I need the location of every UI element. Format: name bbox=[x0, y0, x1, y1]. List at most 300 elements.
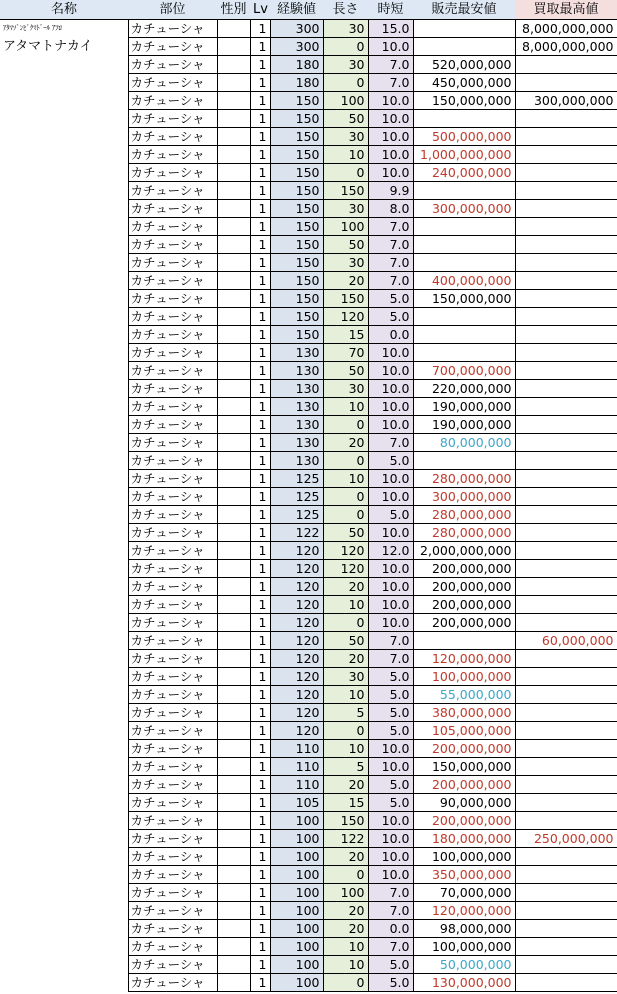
time-cell: 10.0 bbox=[368, 829, 413, 847]
item-name-cell bbox=[0, 325, 128, 343]
length-cell: 120 bbox=[323, 307, 368, 325]
gender-cell bbox=[217, 253, 250, 271]
lv-cell: 1 bbox=[250, 721, 270, 739]
part-cell: カチューシャ bbox=[128, 325, 217, 343]
time-cell: 10.0 bbox=[368, 559, 413, 577]
table-row bbox=[0, 469, 617, 487]
part-cell: カチューシャ bbox=[128, 811, 217, 829]
table-row bbox=[0, 613, 617, 631]
exp-cell: 100 bbox=[270, 901, 323, 919]
lv-cell: 1 bbox=[250, 469, 270, 487]
item-name-cell bbox=[0, 955, 128, 973]
sell-price-cell: 380,000,000 bbox=[413, 703, 515, 721]
length-cell: 0 bbox=[323, 865, 368, 883]
item-name-cell bbox=[0, 919, 128, 937]
item-name-cell bbox=[0, 811, 128, 829]
sell-price-cell: 105,000,000 bbox=[413, 721, 515, 739]
buy-price-cell bbox=[515, 253, 617, 271]
sell-price-cell bbox=[413, 307, 515, 325]
buy-price-cell bbox=[515, 901, 617, 919]
sell-price-cell: 200,000,000 bbox=[413, 811, 515, 829]
time-cell: 5.0 bbox=[368, 307, 413, 325]
item-name-cell bbox=[0, 847, 128, 865]
sell-price-cell bbox=[413, 181, 515, 199]
table-row bbox=[0, 19, 617, 37]
header-exp: 経験値 bbox=[270, 0, 323, 19]
item-name-cell bbox=[0, 307, 128, 325]
exp-cell: 150 bbox=[270, 271, 323, 289]
gender-cell bbox=[217, 577, 250, 595]
lv-cell: 1 bbox=[250, 253, 270, 271]
table-row bbox=[0, 757, 617, 775]
lv-cell: 1 bbox=[250, 505, 270, 523]
exp-cell: 100 bbox=[270, 811, 323, 829]
header-row bbox=[0, 0, 617, 19]
time-cell: 7.0 bbox=[368, 73, 413, 91]
exp-cell: 120 bbox=[270, 541, 323, 559]
length-cell: 150 bbox=[323, 289, 368, 307]
item-name-cell bbox=[0, 433, 128, 451]
time-cell: 8.0 bbox=[368, 199, 413, 217]
sell-price-cell: 300,000,000 bbox=[413, 199, 515, 217]
sell-price-cell: 150,000,000 bbox=[413, 289, 515, 307]
sell-price-cell: 200,000,000 bbox=[413, 595, 515, 613]
buy-price-cell bbox=[515, 397, 617, 415]
time-cell: 7.0 bbox=[368, 937, 413, 955]
part-cell: カチューシャ bbox=[128, 721, 217, 739]
length-cell: 10 bbox=[323, 469, 368, 487]
lv-cell: 1 bbox=[250, 55, 270, 73]
part-cell: カチューシャ bbox=[128, 271, 217, 289]
exp-cell: 125 bbox=[270, 469, 323, 487]
item-name-cell bbox=[0, 469, 128, 487]
time-cell: 15.0 bbox=[368, 19, 413, 37]
lv-cell: 1 bbox=[250, 217, 270, 235]
part-cell: カチューシャ bbox=[128, 343, 217, 361]
length-cell: 20 bbox=[323, 433, 368, 451]
gender-cell bbox=[217, 289, 250, 307]
item-name-cell bbox=[0, 199, 128, 217]
time-cell: 5.0 bbox=[368, 685, 413, 703]
header-name: 名称 bbox=[0, 0, 128, 19]
exp-cell: 100 bbox=[270, 973, 323, 991]
part-cell: カチューシャ bbox=[128, 523, 217, 541]
time-cell: 10.0 bbox=[368, 487, 413, 505]
buy-price-cell: 8,000,000,000 bbox=[515, 19, 617, 37]
gender-cell bbox=[217, 163, 250, 181]
part-cell: カチューシャ bbox=[128, 901, 217, 919]
item-name-cell bbox=[0, 685, 128, 703]
gender-cell bbox=[217, 721, 250, 739]
gender-cell bbox=[217, 271, 250, 289]
sell-price-cell: 520,000,000 bbox=[413, 55, 515, 73]
length-cell: 10 bbox=[323, 145, 368, 163]
length-cell: 30 bbox=[323, 667, 368, 685]
lv-cell: 1 bbox=[250, 649, 270, 667]
lv-cell: 1 bbox=[250, 847, 270, 865]
sell-price-cell: 700,000,000 bbox=[413, 361, 515, 379]
lv-cell: 1 bbox=[250, 415, 270, 433]
item-name-cell bbox=[0, 217, 128, 235]
sell-price-cell: 280,000,000 bbox=[413, 469, 515, 487]
exp-cell: 105 bbox=[270, 793, 323, 811]
lv-cell: 1 bbox=[250, 685, 270, 703]
part-cell: カチューシャ bbox=[128, 595, 217, 613]
length-cell: 50 bbox=[323, 361, 368, 379]
length-cell: 50 bbox=[323, 235, 368, 253]
buy-price-cell bbox=[515, 739, 617, 757]
part-cell: カチューシャ bbox=[128, 91, 217, 109]
buy-price-cell bbox=[515, 955, 617, 973]
time-cell: 10.0 bbox=[368, 127, 413, 145]
gender-cell bbox=[217, 307, 250, 325]
lv-cell: 1 bbox=[250, 631, 270, 649]
sell-price-cell: 70,000,000 bbox=[413, 883, 515, 901]
time-cell: 5.0 bbox=[368, 505, 413, 523]
gender-cell bbox=[217, 415, 250, 433]
length-cell: 10 bbox=[323, 937, 368, 955]
exp-cell: 100 bbox=[270, 847, 323, 865]
table-row bbox=[0, 973, 617, 991]
buy-price-cell: 8,000,000,000 bbox=[515, 37, 617, 55]
gender-cell bbox=[217, 145, 250, 163]
length-cell: 20 bbox=[323, 901, 368, 919]
table-row bbox=[0, 451, 617, 469]
table-row bbox=[0, 91, 617, 109]
item-name-cell bbox=[0, 271, 128, 289]
part-cell: カチューシャ bbox=[128, 703, 217, 721]
exp-cell: 150 bbox=[270, 217, 323, 235]
buy-price-cell bbox=[515, 217, 617, 235]
sell-price-cell bbox=[413, 109, 515, 127]
lv-cell: 1 bbox=[250, 919, 270, 937]
time-cell: 10.0 bbox=[368, 865, 413, 883]
length-cell: 20 bbox=[323, 775, 368, 793]
time-cell: 7.0 bbox=[368, 235, 413, 253]
table-row bbox=[0, 721, 617, 739]
time-cell: 5.0 bbox=[368, 793, 413, 811]
sell-price-cell: 280,000,000 bbox=[413, 505, 515, 523]
exp-cell: 150 bbox=[270, 307, 323, 325]
time-cell: 5.0 bbox=[368, 289, 413, 307]
buy-price-cell bbox=[515, 559, 617, 577]
length-cell: 50 bbox=[323, 523, 368, 541]
time-cell: 0.0 bbox=[368, 325, 413, 343]
item-name-cell bbox=[0, 415, 128, 433]
sell-price-cell: 80,000,000 bbox=[413, 433, 515, 451]
time-cell: 10.0 bbox=[368, 847, 413, 865]
gender-cell bbox=[217, 127, 250, 145]
item-name-cell bbox=[0, 109, 128, 127]
table-row bbox=[0, 865, 617, 883]
table-row bbox=[0, 127, 617, 145]
exp-cell: 150 bbox=[270, 181, 323, 199]
time-cell: 7.0 bbox=[368, 253, 413, 271]
exp-cell: 150 bbox=[270, 127, 323, 145]
time-cell: 7.0 bbox=[368, 631, 413, 649]
sell-price-cell: 500,000,000 bbox=[413, 127, 515, 145]
time-cell: 5.0 bbox=[368, 667, 413, 685]
item-name-cell bbox=[0, 343, 128, 361]
lv-cell: 1 bbox=[250, 829, 270, 847]
item-name-cell bbox=[0, 775, 128, 793]
gender-cell bbox=[217, 775, 250, 793]
buy-price-cell: 250,000,000 bbox=[515, 829, 617, 847]
length-cell: 30 bbox=[323, 19, 368, 37]
exp-cell: 150 bbox=[270, 199, 323, 217]
table-row bbox=[0, 559, 617, 577]
part-cell: カチューシャ bbox=[128, 433, 217, 451]
time-cell: 10.0 bbox=[368, 37, 413, 55]
gender-cell bbox=[217, 739, 250, 757]
part-cell: カチューシャ bbox=[128, 469, 217, 487]
exp-cell: 100 bbox=[270, 865, 323, 883]
part-cell: カチューシャ bbox=[128, 451, 217, 469]
buy-price-cell bbox=[515, 451, 617, 469]
length-cell: 5 bbox=[323, 703, 368, 721]
table-row bbox=[0, 361, 617, 379]
table-row bbox=[0, 739, 617, 757]
buy-price-cell bbox=[515, 55, 617, 73]
sell-price-cell: 100,000,000 bbox=[413, 847, 515, 865]
item-name-cell bbox=[0, 181, 128, 199]
exp-cell: 100 bbox=[270, 919, 323, 937]
table-row bbox=[0, 343, 617, 361]
sell-price-cell: 200,000,000 bbox=[413, 559, 515, 577]
gender-cell bbox=[217, 973, 250, 991]
time-cell: 10.0 bbox=[368, 469, 413, 487]
item-name-cell bbox=[0, 865, 128, 883]
exp-cell: 100 bbox=[270, 955, 323, 973]
buy-price-cell: 300,000,000 bbox=[515, 91, 617, 109]
gender-cell bbox=[217, 235, 250, 253]
part-cell: カチューシャ bbox=[128, 541, 217, 559]
item-name-cell bbox=[0, 523, 128, 541]
part-cell: カチューシャ bbox=[128, 667, 217, 685]
lv-cell: 1 bbox=[250, 163, 270, 181]
item-name-cell bbox=[0, 703, 128, 721]
exp-cell: 130 bbox=[270, 343, 323, 361]
lv-cell: 1 bbox=[250, 775, 270, 793]
lv-cell: 1 bbox=[250, 343, 270, 361]
sell-price-cell: 120,000,000 bbox=[413, 901, 515, 919]
buy-price-cell bbox=[515, 127, 617, 145]
gender-cell bbox=[217, 325, 250, 343]
buy-price-cell bbox=[515, 181, 617, 199]
lv-cell: 1 bbox=[250, 451, 270, 469]
part-cell: カチューシャ bbox=[128, 415, 217, 433]
gender-cell bbox=[217, 649, 250, 667]
part-cell: カチューシャ bbox=[128, 955, 217, 973]
exp-cell: 150 bbox=[270, 109, 323, 127]
lv-cell: 1 bbox=[250, 973, 270, 991]
item-name-cell bbox=[0, 613, 128, 631]
sell-price-cell: 300,000,000 bbox=[413, 487, 515, 505]
item-name-cell bbox=[0, 289, 128, 307]
time-cell: 7.0 bbox=[368, 217, 413, 235]
part-cell: カチューシャ bbox=[128, 631, 217, 649]
table-row bbox=[0, 235, 617, 253]
lv-cell: 1 bbox=[250, 937, 270, 955]
table-row bbox=[0, 163, 617, 181]
lv-cell: 1 bbox=[250, 559, 270, 577]
table-body bbox=[0, 19, 617, 991]
gender-cell bbox=[217, 847, 250, 865]
part-cell: カチューシャ bbox=[128, 649, 217, 667]
sell-price-cell: 98,000,000 bbox=[413, 919, 515, 937]
lv-cell: 1 bbox=[250, 757, 270, 775]
item-name-cell bbox=[0, 55, 128, 73]
buy-price-cell: 60,000,000 bbox=[515, 631, 617, 649]
lv-cell: 1 bbox=[250, 433, 270, 451]
buy-price-cell bbox=[515, 433, 617, 451]
time-cell: 9.9 bbox=[368, 181, 413, 199]
sell-price-cell: 200,000,000 bbox=[413, 775, 515, 793]
sell-price-cell: 180,000,000 bbox=[413, 829, 515, 847]
item-name-cell bbox=[0, 757, 128, 775]
buy-price-cell bbox=[515, 325, 617, 343]
sell-price-cell: 55,000,000 bbox=[413, 685, 515, 703]
buy-price-cell bbox=[515, 541, 617, 559]
length-cell: 10 bbox=[323, 955, 368, 973]
length-cell: 120 bbox=[323, 541, 368, 559]
sell-price-cell: 200,000,000 bbox=[413, 577, 515, 595]
table-row bbox=[0, 577, 617, 595]
length-cell: 150 bbox=[323, 181, 368, 199]
sell-price-cell: 100,000,000 bbox=[413, 937, 515, 955]
lv-cell: 1 bbox=[250, 307, 270, 325]
gender-cell bbox=[217, 217, 250, 235]
gender-cell bbox=[217, 829, 250, 847]
gender-cell bbox=[217, 901, 250, 919]
buy-price-cell bbox=[515, 415, 617, 433]
lv-cell: 1 bbox=[250, 901, 270, 919]
length-cell: 10 bbox=[323, 685, 368, 703]
time-cell: 10.0 bbox=[368, 613, 413, 631]
length-cell: 0 bbox=[323, 487, 368, 505]
time-cell: 10.0 bbox=[368, 415, 413, 433]
time-cell: 12.0 bbox=[368, 541, 413, 559]
lv-cell: 1 bbox=[250, 235, 270, 253]
time-cell: 5.0 bbox=[368, 973, 413, 991]
sell-price-cell: 200,000,000 bbox=[413, 739, 515, 757]
gender-cell bbox=[217, 55, 250, 73]
lv-cell: 1 bbox=[250, 289, 270, 307]
exp-cell: 180 bbox=[270, 55, 323, 73]
item-name-cell bbox=[0, 577, 128, 595]
length-cell: 50 bbox=[323, 109, 368, 127]
time-cell: 10.0 bbox=[368, 397, 413, 415]
buy-price-cell bbox=[515, 883, 617, 901]
item-name-cell bbox=[0, 505, 128, 523]
exp-cell: 120 bbox=[270, 685, 323, 703]
gender-cell bbox=[217, 199, 250, 217]
exp-cell: 125 bbox=[270, 505, 323, 523]
time-cell: 0.0 bbox=[368, 919, 413, 937]
item-name-cell bbox=[0, 253, 128, 271]
lv-cell: 1 bbox=[250, 271, 270, 289]
gender-cell bbox=[217, 469, 250, 487]
length-cell: 20 bbox=[323, 649, 368, 667]
table-row bbox=[0, 505, 617, 523]
buy-price-cell bbox=[515, 649, 617, 667]
table-row bbox=[0, 397, 617, 415]
gender-cell bbox=[217, 955, 250, 973]
header-length: 長さ bbox=[323, 0, 368, 19]
table-row bbox=[0, 649, 617, 667]
part-cell: カチューシャ bbox=[128, 919, 217, 937]
gender-cell bbox=[217, 73, 250, 91]
lv-cell: 1 bbox=[250, 865, 270, 883]
exp-cell: 300 bbox=[270, 37, 323, 55]
table-row bbox=[0, 217, 617, 235]
length-cell: 0 bbox=[323, 415, 368, 433]
length-cell: 70 bbox=[323, 343, 368, 361]
table-row bbox=[0, 703, 617, 721]
table-row bbox=[0, 253, 617, 271]
buy-price-cell bbox=[515, 577, 617, 595]
length-cell: 0 bbox=[323, 37, 368, 55]
buy-price-cell bbox=[515, 73, 617, 91]
sell-price-cell bbox=[413, 343, 515, 361]
buy-price-cell bbox=[515, 199, 617, 217]
buy-price-cell bbox=[515, 289, 617, 307]
lv-cell: 1 bbox=[250, 613, 270, 631]
item-name-cell bbox=[0, 721, 128, 739]
exp-cell: 120 bbox=[270, 721, 323, 739]
part-cell: カチューシャ bbox=[128, 775, 217, 793]
table-row bbox=[0, 181, 617, 199]
gender-cell bbox=[217, 631, 250, 649]
lv-cell: 1 bbox=[250, 811, 270, 829]
table-row bbox=[0, 667, 617, 685]
part-cell: カチューシャ bbox=[128, 361, 217, 379]
table-row bbox=[0, 271, 617, 289]
item-name-cell bbox=[0, 541, 128, 559]
table-row bbox=[0, 919, 617, 937]
lv-cell: 1 bbox=[250, 397, 270, 415]
buy-price-cell bbox=[515, 235, 617, 253]
sell-price-cell bbox=[413, 631, 515, 649]
part-cell: カチューシャ bbox=[128, 55, 217, 73]
lv-cell: 1 bbox=[250, 361, 270, 379]
gender-cell bbox=[217, 757, 250, 775]
time-cell: 7.0 bbox=[368, 55, 413, 73]
length-cell: 10 bbox=[323, 595, 368, 613]
buy-price-cell bbox=[515, 667, 617, 685]
length-cell: 10 bbox=[323, 739, 368, 757]
item-name-cell bbox=[0, 379, 128, 397]
part-cell: カチューシャ bbox=[128, 613, 217, 631]
gender-cell bbox=[217, 37, 250, 55]
length-cell: 20 bbox=[323, 271, 368, 289]
buy-price-cell bbox=[515, 775, 617, 793]
item-name-cell bbox=[0, 73, 128, 91]
buy-price-cell bbox=[515, 145, 617, 163]
part-cell: カチューシャ bbox=[128, 847, 217, 865]
part-cell: カチューシャ bbox=[128, 505, 217, 523]
time-cell: 7.0 bbox=[368, 433, 413, 451]
table-row bbox=[0, 955, 617, 973]
table-row bbox=[0, 793, 617, 811]
exp-cell: 150 bbox=[270, 145, 323, 163]
item-name-cell bbox=[0, 127, 128, 145]
sell-price-cell: 350,000,000 bbox=[413, 865, 515, 883]
part-cell: カチューシャ bbox=[128, 163, 217, 181]
buy-price-cell bbox=[515, 343, 617, 361]
sell-price-cell bbox=[413, 217, 515, 235]
gender-cell bbox=[217, 883, 250, 901]
